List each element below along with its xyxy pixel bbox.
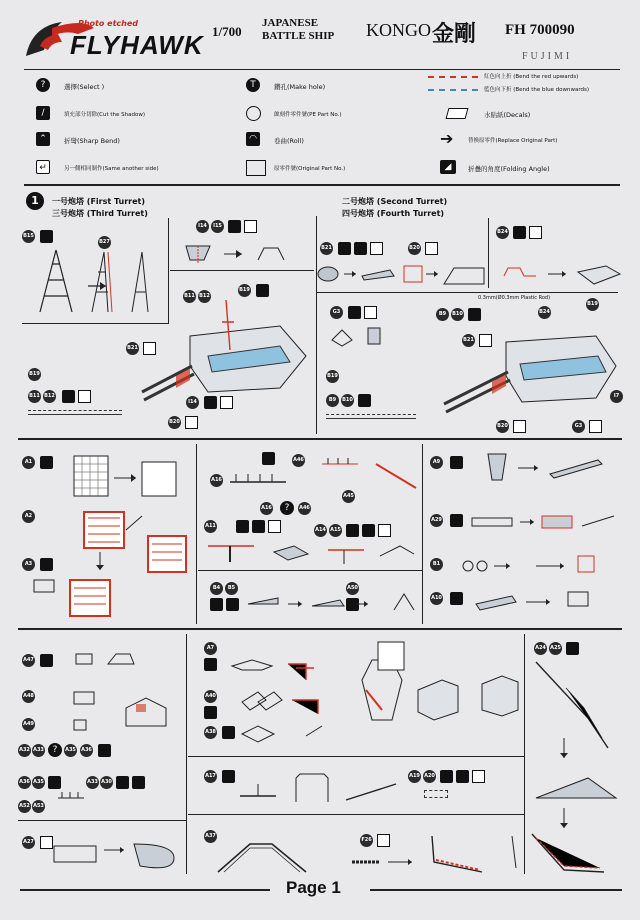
- sharp-bend-icon: [236, 520, 249, 533]
- roll-icon: [450, 514, 463, 527]
- original-part-icon: [246, 160, 266, 176]
- turret-3-label: 三号炮塔 (Third Turret): [52, 209, 148, 218]
- other-side-icon: ↵: [36, 160, 50, 174]
- part-b10-r: B10: [341, 394, 354, 407]
- a9-drawing: [478, 450, 618, 490]
- part-b20-r2: B20: [496, 420, 509, 433]
- legend-select: 選擇(Select ): [64, 83, 105, 91]
- f26-drawing: [352, 832, 532, 876]
- part-a46: A46: [292, 454, 305, 467]
- select-icon: ?: [280, 501, 294, 515]
- legend-red-up: 紅色向上折 (Bend the red upwards): [484, 74, 579, 80]
- part-b27: B27: [98, 236, 111, 249]
- part-b11: B11: [183, 290, 196, 303]
- part-a50: A50: [346, 582, 359, 595]
- section1-bottom-rule: [18, 438, 622, 440]
- part-b10: B10: [451, 308, 464, 321]
- page-label: Page 1: [286, 878, 341, 897]
- part-a9: A9: [430, 456, 443, 469]
- part-b19-r2: B19: [326, 370, 339, 383]
- part-a32: A32: [18, 744, 31, 757]
- sharp-bend-icon: [62, 390, 75, 403]
- part-a40: A40: [204, 690, 217, 703]
- roll-icon: [358, 394, 371, 407]
- part-b5: B5: [225, 582, 238, 595]
- blue-line: [428, 89, 478, 91]
- part-a3: A3: [22, 558, 35, 571]
- part-a35-2: A35: [32, 776, 45, 789]
- part-a17: A17: [204, 770, 217, 783]
- part-a37: A37: [204, 830, 217, 843]
- part-b21: B21: [126, 342, 139, 355]
- a7-assembly-drawing: [222, 640, 522, 760]
- legend-make-hole: 鑽孔(Make hole): [274, 83, 326, 91]
- other-side-icon: [513, 420, 526, 433]
- part-b12-2: B12: [43, 390, 56, 403]
- sharp-bend-icon: [456, 770, 469, 783]
- section2-bottom-rule: [18, 628, 622, 630]
- section3-lower-hrule: [188, 814, 524, 815]
- a29-drawing: [470, 510, 620, 534]
- footer-rule-left: [20, 889, 270, 891]
- section2-col2-divider: [422, 444, 423, 624]
- brand-small: Photo etched: [78, 19, 138, 28]
- g3-drawing: [328, 322, 398, 352]
- other-side-icon: [244, 220, 257, 233]
- part-a14: A14: [314, 524, 327, 537]
- part-a25: A25: [549, 642, 562, 655]
- turret-2-label: 二号炮塔 (Second Turret): [342, 197, 448, 206]
- part-a46-2: A46: [298, 502, 311, 515]
- sharp-bend-icon: [450, 592, 463, 605]
- part-i15: I15: [211, 220, 224, 233]
- part-b20-r: B20: [408, 242, 421, 255]
- b1-drawing: [460, 552, 620, 582]
- part-b24: B24: [496, 226, 509, 239]
- part-a24: A24: [534, 642, 547, 655]
- other-side-icon: [364, 306, 377, 319]
- sharp-bend-icon: [40, 654, 53, 667]
- section2-col1-divider: [196, 444, 197, 624]
- sharp-bend-icon: [348, 306, 361, 319]
- select-icon: ?: [48, 743, 62, 757]
- ship-name: KONGO: [366, 20, 431, 40]
- sharp-bend-icon: [566, 642, 579, 655]
- turret-1-label: 一号炮塔 (First Turret): [52, 197, 146, 206]
- legend-decals: 水貼紙(Decals): [484, 111, 531, 119]
- section2-col2-hrule: [198, 570, 422, 571]
- part-a16-2: A16: [260, 502, 273, 515]
- part-a11: A11: [204, 520, 217, 533]
- part-a35: A35: [64, 744, 77, 757]
- part-a2: A2: [22, 510, 35, 523]
- other-side-icon: [589, 420, 602, 433]
- legend-roll: 卷曲(Roll): [274, 137, 304, 145]
- part-b15: B15: [22, 230, 35, 243]
- part-b19-r: B19: [586, 298, 599, 311]
- other-side-icon: [78, 390, 91, 403]
- part-a10: A10: [430, 592, 443, 605]
- part-b12: B12: [198, 290, 211, 303]
- turret-2-drawing: [436, 318, 626, 428]
- ship-name-kanji: 金剛: [432, 22, 477, 47]
- cut-shadow-icon: /: [36, 106, 50, 120]
- legend-replace: 替換原零件(Replace Original Part): [468, 138, 558, 144]
- part-a27: A27: [22, 836, 35, 849]
- part-a36-2: A36: [18, 776, 31, 789]
- a17-drawing: [236, 770, 406, 810]
- a37-drawing: [210, 836, 320, 876]
- sharp-bend-icon: [440, 770, 453, 783]
- part-b11-2: B11: [28, 390, 41, 403]
- header-rule: [24, 69, 620, 70]
- b24-box-left: [488, 218, 489, 288]
- folding-angle-icon: ◢: [440, 160, 456, 174]
- sharp-bend-icon: [338, 242, 351, 255]
- sharp-bend-icon: [222, 770, 235, 783]
- railing-panels-drawing: [30, 452, 200, 628]
- parts-row-drawing: [314, 258, 624, 292]
- part-b21-r: B21: [320, 242, 333, 255]
- legend-sharp-bend: 折彎(Sharp Bend): [64, 137, 120, 145]
- kit-maker: FUJIMI: [522, 51, 573, 62]
- legend-blue-down: 藍色向下折 (Bend the blue downwards): [484, 87, 590, 93]
- right-row-bottom: [316, 292, 618, 293]
- part-a30: A30: [100, 776, 113, 789]
- part-a16: A16: [210, 474, 223, 487]
- sharp-bend-icon: [346, 524, 359, 537]
- other-side-icon: [370, 242, 383, 255]
- section3-left-drawing: [56, 648, 186, 818]
- part-b21-r2: B21: [462, 334, 475, 347]
- part-a53: A53: [32, 800, 45, 813]
- section3-mid-hrule: [188, 756, 524, 757]
- sharp-bend-icon: [226, 598, 239, 611]
- legend-pe-part: 蝕刻件零件號(PE Part No.): [274, 112, 342, 118]
- part-a49: A49: [22, 718, 35, 731]
- sharp-bend-icon: ⌃: [36, 132, 50, 146]
- footer-rule-right: [370, 889, 622, 891]
- other-side-icon: [425, 242, 438, 255]
- roll-icon: [354, 242, 367, 255]
- part-a1: A1: [22, 456, 35, 469]
- part-b9-r: B9: [326, 394, 339, 407]
- part-a19: A19: [408, 770, 421, 783]
- part-a15: A15: [329, 524, 342, 537]
- part-a52: A52: [18, 800, 31, 813]
- a11-a14-drawing: [204, 538, 418, 568]
- part-a45: A45: [342, 490, 355, 503]
- part-g3-r: G3: [572, 420, 585, 433]
- part-b20: B20: [168, 416, 181, 429]
- a24-bow-drawing: [528, 658, 624, 874]
- section3-col1-divider: [186, 634, 187, 874]
- legend-original-part: 原零件號(Original Part No.): [274, 166, 346, 172]
- decals-icon: [446, 108, 469, 119]
- legend-folding-angle: 折疊的角度(Folding Angle): [468, 165, 550, 173]
- type-line1: JAPANESE: [262, 17, 319, 29]
- part-b4: B4: [210, 582, 223, 595]
- part-a48: A48: [22, 690, 35, 703]
- select-icon: ?: [36, 78, 50, 92]
- part-a33-2: A33: [86, 776, 99, 789]
- rail-strip: [28, 410, 122, 415]
- part-a29: A29: [430, 514, 443, 527]
- i14-bracket-drawing: [180, 238, 300, 268]
- sharp-bend-icon: [210, 598, 223, 611]
- part-g3: G3: [330, 306, 343, 319]
- a19-strip: [424, 790, 448, 798]
- part-i14-2: I14: [186, 396, 199, 409]
- part-a36: A36: [80, 744, 93, 757]
- legend-other-side: 另一側相同制作(Same another side): [64, 166, 159, 172]
- brand-name: FLYHAWK: [70, 30, 204, 60]
- part-b19: B19: [238, 284, 251, 297]
- sharp-bend-icon: [228, 220, 241, 233]
- pe-part-icon: [246, 106, 261, 121]
- other-side-icon: [529, 226, 542, 239]
- replace-arrow-icon: ➔: [440, 129, 454, 148]
- part-a20: A20: [423, 770, 436, 783]
- roll-icon: ◠: [246, 132, 260, 146]
- a46-drawing: [226, 452, 426, 502]
- sharp-bend-icon: [450, 456, 463, 469]
- rod-note: 0.3mm(Ø0.3mm Plastic Rod): [478, 295, 551, 301]
- rail-strip-r: [326, 414, 416, 419]
- legend-rule: [24, 184, 620, 186]
- part-f26: F26: [360, 834, 373, 847]
- other-side-icon: [378, 524, 391, 537]
- part-a38: A38: [204, 726, 217, 739]
- sharp-bend-icon: [204, 658, 217, 671]
- other-side-icon: [185, 416, 198, 429]
- part-b19-2: B19: [28, 368, 41, 381]
- section-1-badge: 1: [26, 192, 44, 210]
- other-side-icon: [268, 520, 281, 533]
- type-line2: BATTLE SHIP: [262, 30, 335, 42]
- other-side-icon: [143, 342, 156, 355]
- make-hole-icon: T: [246, 78, 260, 92]
- turret-4-label: 四号炮塔 (Fourth Turret): [342, 209, 445, 218]
- sharp-bend-icon: [204, 396, 217, 409]
- part-a47: A47: [22, 654, 35, 667]
- a10-drawing: [472, 586, 620, 612]
- sharp-bend-icon: [513, 226, 526, 239]
- part-a7: A7: [204, 642, 217, 655]
- b4-a50-drawing: [244, 590, 424, 614]
- red-line: [428, 76, 478, 78]
- sharp-bend-icon: [204, 706, 217, 719]
- part-a33: A33: [32, 744, 45, 757]
- product-code: FH 700090: [505, 22, 575, 38]
- part-i14: I14: [196, 220, 209, 233]
- legend-cut-shadow: 填充部分切除(Cut the Shadow): [64, 112, 145, 118]
- sharp-bend-icon: [362, 524, 375, 537]
- part-b9: B9: [436, 308, 449, 321]
- a27-drawing: [44, 836, 184, 876]
- part-b24-r: B24: [538, 306, 551, 319]
- other-side-icon: [472, 770, 485, 783]
- section1-mid-divider: [316, 216, 317, 434]
- scale: 1/700: [212, 24, 242, 39]
- i14-box-bottom: [170, 270, 314, 271]
- part-b1: B1: [430, 558, 443, 571]
- section3-right-divider: [524, 634, 525, 874]
- sharp-bend-icon: [252, 520, 265, 533]
- section3-left-hrule: [18, 820, 186, 821]
- sharp-bend-icon: [40, 230, 53, 243]
- other-side-icon: [220, 396, 233, 409]
- part-i7: I7: [610, 390, 623, 403]
